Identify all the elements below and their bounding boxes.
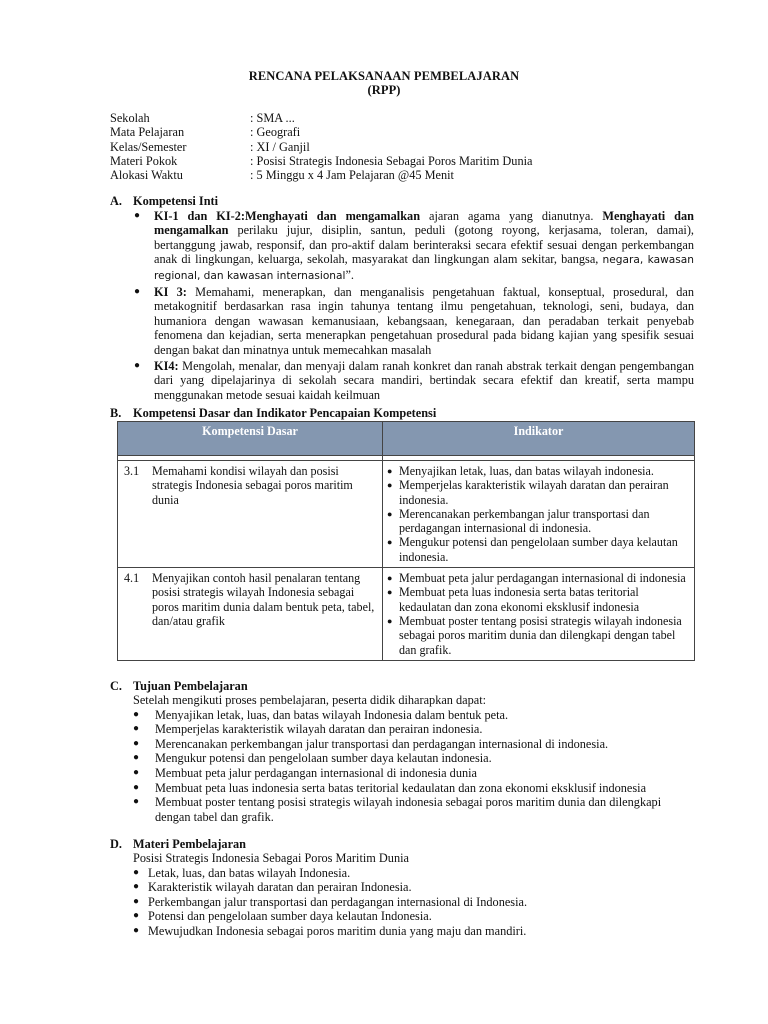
section-c-heading xyxy=(110,679,248,694)
ki-text: Mengolah, menalar, dan menyaji dalam ranah konkret dan ranah abstrak terkait dengan pengembangan dari yang dipelajarinya di sekolah secara mandiri, bertindak secara efektif dan kreatif, serta mampu menggunakan metode sesuai kaidah keilmuan xyxy=(154,359,694,402)
indicator-item xyxy=(387,535,690,564)
list-item-text: Karakteristik wilayah daratan dan perairan Indonesia. xyxy=(148,880,412,895)
list-item-text: Potensi dan pengelolaan sumber daya kelautan Indonesia. xyxy=(148,909,432,924)
kd-cell xyxy=(118,461,383,568)
indicator-item xyxy=(387,478,690,507)
section-letter: B. xyxy=(110,406,122,420)
kd-number: 4.1 xyxy=(124,571,140,586)
section-title: Kompetensi Inti xyxy=(133,194,219,208)
section-title: Tujuan Pembelajaran xyxy=(133,679,248,693)
bullet-icon: ● xyxy=(387,466,393,476)
bullet-icon: ● xyxy=(133,866,140,878)
bullet-icon: ● xyxy=(387,480,393,491)
identity-value: : XI / Ganjil xyxy=(250,139,310,154)
document-title: RENCANA PELAKSANAAN PEMBELAJARAN xyxy=(248,69,520,83)
bullet-icon: ● xyxy=(133,766,140,778)
identity-label: Materi Pokok xyxy=(110,153,178,168)
bullet-icon: ● xyxy=(387,508,393,519)
bullet-icon: ● xyxy=(387,615,393,626)
indicator-text: Membuat poster tentang posisi strategis wilayah indonesia sebagai poros maritim dunia dan dilengkapi dengan tabel dan grafik. xyxy=(399,613,682,657)
identity-row xyxy=(110,168,532,182)
list-item-text: Letak, luas, dan batas wilayah Indonesia. xyxy=(148,865,351,880)
kd-entry xyxy=(122,464,378,507)
list-item xyxy=(133,722,698,737)
bullet-icon: ● xyxy=(134,286,141,298)
indicator-text: Merencanakan perkembangan jalur transportasi dan perdagangan internasional di indonesia. xyxy=(399,506,650,536)
ki-bold: KI4: xyxy=(154,359,179,374)
ki-bold: KI-1 dan KI-2:Menghayati dan mengamalkan xyxy=(154,209,421,223)
bullet-icon: ● xyxy=(387,587,393,598)
section-letter: D. xyxy=(110,837,122,851)
list-item xyxy=(133,766,698,781)
ki-item xyxy=(133,359,694,402)
identity-value: : Geografi xyxy=(250,125,301,140)
list-item xyxy=(133,708,698,723)
ki-item xyxy=(133,285,694,357)
materi-intro: Posisi Strategis Indonesia Sebagai Poros Maritim Dunia xyxy=(133,851,409,865)
bullet-icon: ● xyxy=(133,881,140,893)
list-item-text: Membuat poster tentang posisi strategis wilayah indonesia sebagai poros maritim dunia dan dilengkapi dengan tabel dan grafik. xyxy=(155,795,662,824)
indicator-item xyxy=(387,614,690,657)
bullet-icon: ● xyxy=(133,723,140,735)
section-letter: A. xyxy=(110,194,122,208)
indicator-item xyxy=(387,571,690,585)
list-item-text: Membuat peta jalur perdagangan internasional di indonesia dunia xyxy=(155,765,478,780)
tujuan-list xyxy=(133,708,698,825)
bullet-icon: ● xyxy=(133,752,140,764)
ki-bold: Menghayati dan mengamalkan xyxy=(154,209,694,238)
identity-value: : SMA ... xyxy=(250,111,295,125)
ki-text-tail: negara, kawasan regional, dan kawasan internasional xyxy=(154,254,694,282)
indicator-item xyxy=(387,585,690,614)
identity-row xyxy=(110,154,532,168)
bullet-icon: ● xyxy=(133,924,140,936)
section-a-heading xyxy=(110,194,218,209)
indicator-text: Menyajikan letak, luas, dan batas wilayah indonesia. xyxy=(399,464,654,478)
indicator-item xyxy=(387,464,690,478)
bullet-icon: ● xyxy=(133,708,140,720)
bullet-icon: ● xyxy=(133,895,140,907)
list-item-text: Menyajikan letak, luas, dan batas wilayah Indonesia dalam bentuk peta. xyxy=(155,707,509,722)
materi-list xyxy=(133,866,698,939)
section-d-heading xyxy=(110,837,246,852)
ki-item xyxy=(133,209,694,283)
table-header-row xyxy=(118,422,695,456)
materi-block xyxy=(133,851,698,939)
list-item xyxy=(133,895,698,910)
ki-text: Memahami, menerapkan, dan menganalisis pengetahuan faktual, konseptual, prosedural, dan metakognitif berdasarkan rasa ingin tahunya tentang ilmu pengetahuan, teknologi, seni, budaya, dan humaniora dengan wawasan kemanusiaan, kebangsaan, kenegaraan, dan peradaban terkait penyebab fenomena dan kejadian, serta menerapkan pengetahuan prosedural pada bidang kajian yang spesifik sesuai dengan bakat dan minatnya untuk memecahkan masalah xyxy=(154,285,694,357)
ki-bold: KI 3: xyxy=(154,285,187,300)
list-item-text: Perkembangan jalur transportasi dan perdagangan internasional di Indonesia. xyxy=(148,894,528,909)
kompetensi-inti-list xyxy=(133,209,694,402)
ki-text: perilaku jujur, disiplin, santun, peduli (gotong royong, kerjasama, toleran, damai), bertanggung jawab, responsif, dan pro-aktif dalam berinteraksi secara efektif sesuai dengan perkembangan anak di lingkungan, keluarga, sekolah, masyarakat dan lingkungan alam sekitar, bangsa, xyxy=(154,223,694,267)
list-item-text: Mengukur potensi dan pengelolaan sumber daya kelautan indonesia. xyxy=(155,751,492,766)
bullet-icon: ● xyxy=(387,537,393,548)
kd-cell xyxy=(118,568,383,661)
list-item-text: Merencanakan perkembangan jalur transportasi dan perdagangan internasional di indonesia. xyxy=(155,736,609,751)
list-item xyxy=(133,795,698,824)
bullet-icon: ● xyxy=(133,781,140,793)
section-letter: C. xyxy=(110,679,122,693)
indicator-text: Memperjelas karakteristik wilayah daratan dan perairan indonesia. xyxy=(399,478,669,507)
list-item-text: Memperjelas karakteristik wilayah daratan dan perairan indonesia. xyxy=(155,722,483,737)
list-item xyxy=(133,880,698,895)
bullet-icon: ● xyxy=(134,210,141,221)
indicator-text: Membuat peta jalur perdagangan internasional di indonesia xyxy=(399,571,686,586)
identity-row xyxy=(110,125,532,139)
bullet-icon: ● xyxy=(133,910,140,922)
ki-text: ajaran agama yang dianutnya. xyxy=(420,209,603,223)
identity-label: Mata Pelajaran xyxy=(110,125,185,140)
indicator-text: Mengukur potensi dan pengelolaan sumber daya kelautan indonesia. xyxy=(399,535,678,564)
list-item xyxy=(133,866,698,881)
bullet-icon: ● xyxy=(133,737,140,749)
list-item xyxy=(133,909,698,924)
identity-row xyxy=(110,111,532,125)
identity-value: : 5 Minggu x 4 Jam Pelajaran @45 Menit xyxy=(250,168,454,183)
kd-text: Menyajikan contoh hasil penalaran tentang posisi strategis wilayah Indonesia sebagai poros maritim dunia dalam bentuk peta, tabel, dan/atau grafik xyxy=(152,571,375,628)
tujuan-intro: Setelah mengikuti proses pembelajaran, peserta didik diharapkan dapat: xyxy=(133,693,487,707)
table-row xyxy=(118,461,695,568)
column-header-indicator: Indikator xyxy=(383,422,695,456)
kd-indicator-table xyxy=(117,421,695,661)
section-title: Materi Pembelajaran xyxy=(133,837,247,851)
bullet-icon: ● xyxy=(134,360,141,372)
list-item xyxy=(133,781,698,796)
identity-value: : Posisi Strategis Indonesia Sebagai Poros Maritim Dunia xyxy=(250,153,533,168)
bullet-icon: ● xyxy=(133,796,140,808)
identity-row xyxy=(110,140,532,154)
tujuan-block xyxy=(133,693,698,824)
kd-entry xyxy=(122,571,378,628)
list-item-text: Membuat peta luas indonesia serta batas teritorial kedaulatan dan zona ekonomi eksklusif indonesia xyxy=(155,780,647,795)
indicator-text: Membuat peta luas indonesia serta batas teritorial kedaulatan dan zona ekonomi eksklusif indonesia xyxy=(399,585,640,614)
indicator-item xyxy=(387,507,690,536)
kd-number: 3.1 xyxy=(124,464,140,478)
list-item xyxy=(133,737,698,752)
table-row xyxy=(118,568,695,661)
document-subtitle: (RPP) xyxy=(367,83,401,97)
ki-text-end: ”. xyxy=(345,267,355,282)
list-item xyxy=(133,751,698,766)
column-header-kd: Kompetensi Dasar xyxy=(118,422,383,456)
indicator-cell xyxy=(383,568,695,661)
indicator-cell xyxy=(383,461,695,568)
section-title: Kompetensi Dasar dan Indikator Pencapaian Kompetensi xyxy=(133,406,437,420)
identity-table xyxy=(110,111,532,182)
identity-label: Alokasi Waktu xyxy=(110,168,183,183)
bullet-icon: ● xyxy=(387,573,393,584)
list-item-text: Mewujudkan Indonesia sebagai poros maritim dunia yang maju dan mandiri. xyxy=(148,923,527,938)
section-b-heading xyxy=(110,406,436,421)
identity-label: Kelas/Semester xyxy=(110,139,187,154)
kd-text: Memahami kondisi wilayah dan posisi strategis Indonesia sebagai poros maritim dunia xyxy=(152,464,353,507)
identity-label: Sekolah xyxy=(110,111,150,125)
list-item xyxy=(133,924,698,939)
